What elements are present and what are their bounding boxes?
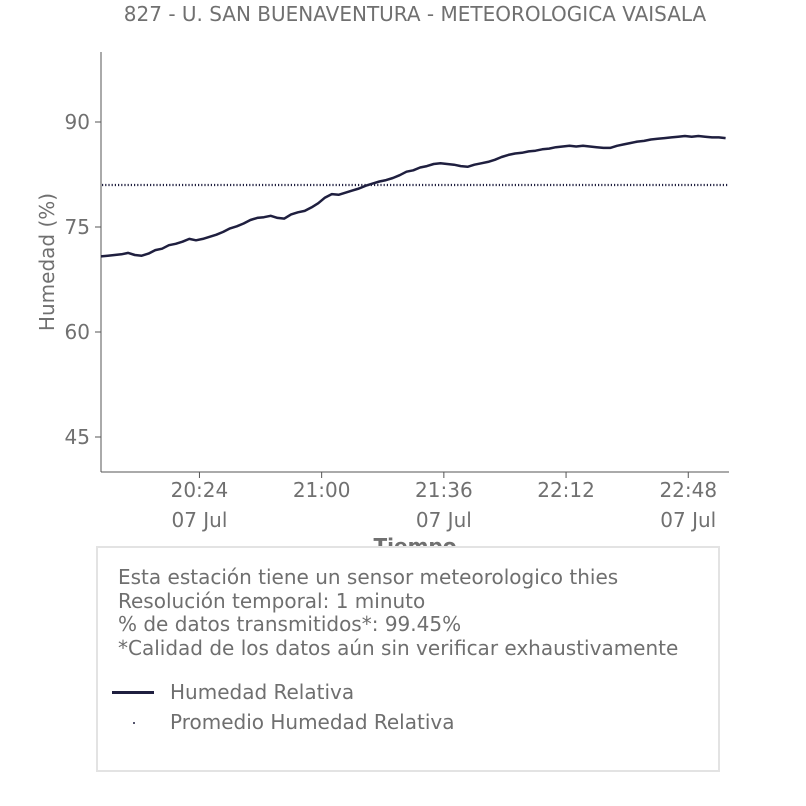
- x-tick-label-date: 07 Jul: [415, 508, 472, 532]
- dotted-line-swatch-icon: [110, 710, 156, 734]
- x-tick-label-date: 07 Jul: [660, 508, 717, 532]
- chart-title: 827 - U. SAN BUENAVENTURA - METEOROLOGICA VAISALA: [123, 2, 707, 26]
- info-line-sensor: Esta estación tiene un sensor meteorologico thies: [118, 565, 619, 589]
- x-tick-label-time: 21:00: [292, 478, 351, 502]
- legend-label-average: Promedio Humedad Relativa: [170, 710, 455, 734]
- x-tick-label-date: 07 Jul: [171, 508, 228, 532]
- x-tick-label-time: 21:36: [415, 478, 473, 502]
- y-tick-label: 75: [64, 215, 90, 239]
- y-tick-label: 60: [64, 320, 90, 344]
- info-text: [118, 566, 678, 660]
- series-humidity-line: [101, 136, 726, 256]
- info-line-resolution: Resolución temporal: 1 minuto: [118, 588, 426, 613]
- y-tick-label: 90: [64, 110, 90, 134]
- y-tick-label: 45: [64, 425, 90, 449]
- legend-box: [96, 546, 720, 772]
- legend-entry-humidity: [110, 680, 354, 704]
- y-axis-label: Humedad (%): [35, 192, 59, 332]
- info-line-transmitted: % de datos transmitidos*: 99.45%: [118, 612, 462, 636]
- x-tick-label-time: 22:12: [537, 478, 595, 502]
- solid-line-swatch-icon: [110, 680, 156, 704]
- legend-entry-average: [110, 710, 454, 734]
- legend-label-humidity: Humedad Relativa: [170, 680, 355, 704]
- info-line-quality: *Calidad de los datos aún sin verificar exhaustivamente: [118, 635, 679, 660]
- x-tick-label-time: 22:48: [659, 478, 718, 502]
- x-tick-label-time: 20:24: [170, 478, 229, 502]
